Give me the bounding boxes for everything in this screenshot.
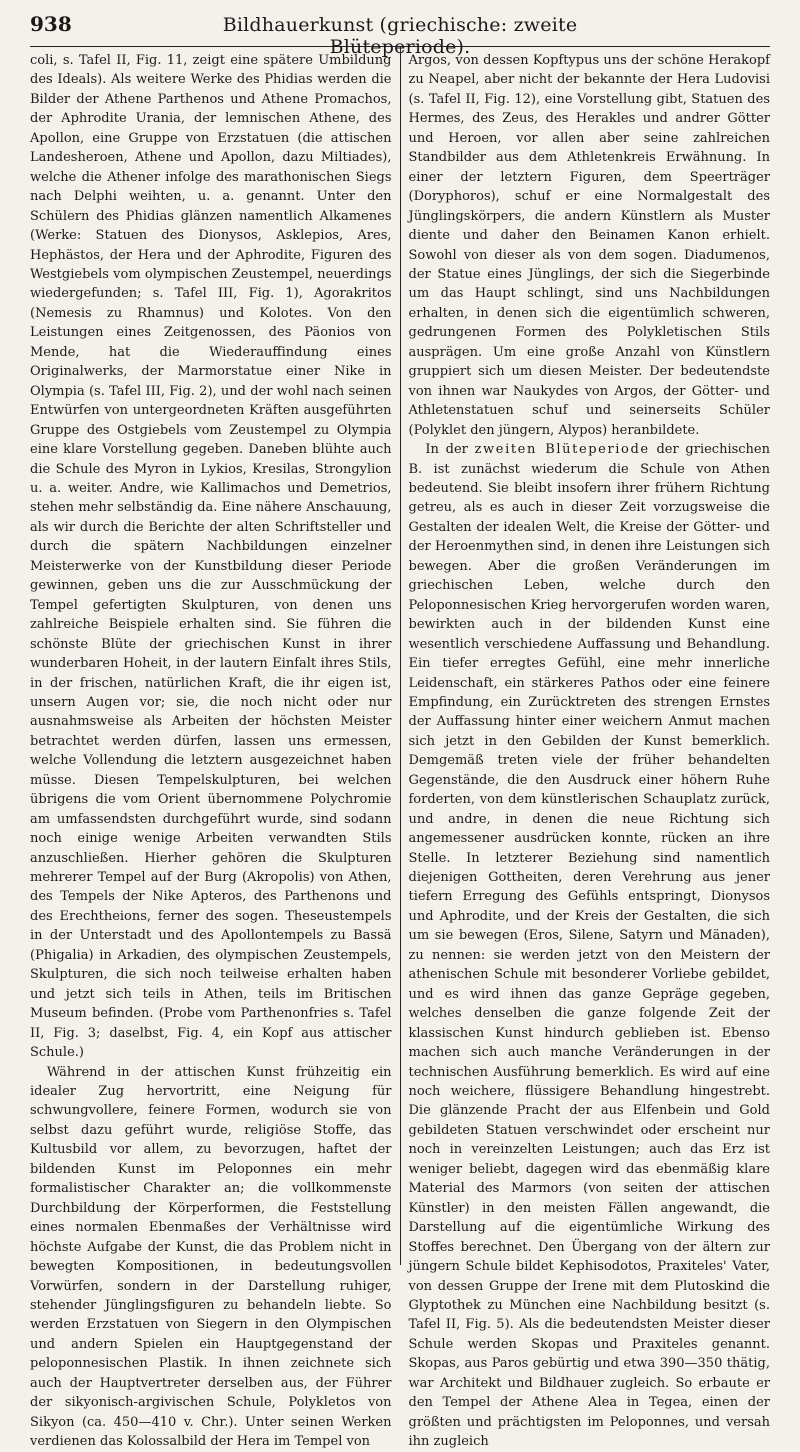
left-column — [30, 47, 400, 1450]
page-header — [30, 12, 770, 58]
running-head: Bildhauerkunst (griechische: zweite Blüteperiode). — [222, 14, 578, 58]
text-run: In der — [425, 442, 475, 458]
paragraph: Argos, von dessen Kopftypus uns der schöne Herakopf zu Neapel, aber nicht der bekannte der Hera Ludovisi (s. Tafel II, Fig. 12), eine Vorstellung gibt, Statuen des Hermes, des Zeus, des Herakles und andrer Götter und Heroen, vor allen aber seine zahlreichen Standbilder aus dem Athletenkreis Erwähnung. In einer der letztern Figuren, dem Speerträger (Doryphoros), schuf er eine Normalgestalt des Jünglingskörpers, die andern Künstlern als Muster diente und daher den Beinamen Kanon erhielt. Sowohl von dieser als von dem sogen. Diadumenos, der Statue eines Jünglings, der sich die Siegerbinde um das Haupt schlingt, sind uns Nachbildungen erhalten, in denen sich die eigentümlich schweren, gedrungenen Formen des Polykletischen Stils ausprägen. Um eine große Anzahl von Künstlern gruppiert sich um diesen Meister. Der bedeutendste von ihnen war Naukydes von Argos, der Götter- und Athletenstatuen schuf und seinerseits Schüler (Polyklet den jüngern, Alypos) heranbildete. — [408, 53, 770, 438]
paragraph: Während in der attischen Kunst frühzeitig ein idealer Zug hervortritt, eine Neigung für schwungvollere, feinere Formen, wodurch sie von selbst dazu geführt wurde, religiöse Stoffe, das Kultusbild vor allem, zu bevorzugen, haftet der bildenden Kunst im Peloponnes ein mehr formalistischer Charakter an; die vollkommenste Durchbildung der Körperformen, die Feststellung eines normalen Ebenmaßes der Verhältnisse wird höchste Aufgabe der Kunst, die das Problem nicht in bewegten Kompositionen, in bedeutungsvollen Vorwürfen, sondern in der Darstellung ruhiger, stehender Jünglingsfiguren zu behandeln liebte. So werden Erzstatuen von Siegern in den Olympischen und andern Spielen ein Hauptgegenstand der peloponnesischen Plastik. In ihnen zeichnete sich auch der Hauptvertreter derselben aus, der Führer der sikyonisch-argivischen Schule, Polykletos von Sikyon (ca. 450—410 v. Chr.). Unter seinen Werken verdienen das Kolossalbild der Hera im Tempel von — [30, 1064, 392, 1450]
right-column — [401, 47, 771, 1450]
text-run: der griechischen B. ist zunächst wiederum die Schule von Athen bedeutend. Sie bleibt insofern ihrer frühern Richtung getreu, als es auch in dieser Zeit vorzugsweise die Gestalten der idealen Welt, die Kreise der Götter- und der Heroenmythen sind, in denen ihre Leistungen sich bewegen. Aber die großen Veränderungen im griechischen Leben, welche durch den Peloponnesischen Krieg hervorgerufen worden waren, bewirkten auch in der bildenden Kunst eine wesentlich verschiedene Auffassung und Behandlung. Ein tiefer erregtes Gefühl, eine mehr innerliche Leidenschaft, ein stärkeres Pathos oder eine feinere Empfindung, ein Zurücktreten des strengen Ernstes der Auffassung hinter einer weichern Anmut machen sich jetzt in den Gebilden der Kunst bemerklich. Demgemäß treten viele der früher behandelten Gegenstände, die den Ausdruck einer höhern Ruhe forderten, von dem künstlerischen Schauplatz zurück, und andre, in denen die neue Richtung sich angemessener ausdrücken konnte, rücken an ihre Stelle. In letzterer Beziehung sind namentlich diejenigen Gottheiten, deren Verehrung aus jener tiefern Erregung des Gefühls entspringt, Dionysos und Aphrodite, und der Kreis der Gestalten, die sich um sie bewegen (Eros, Silene, Satyrn und Mänaden), zu nennen: sie werden jetzt von den Meistern der athenischen Schule mit besonderer Vorliebe gebildet, und es wird ihnen das ganze Gepräge gegeben, welches denselben die ganze folgende Zeit der klassischen Kunst hindurch geblieben ist. Ebenso machen sich auch manche Veränderungen in der technischen Ausführung bemerklich. Es wird auf eine noch weichere, flüssigere Behandlung hingestrebt. Die glänzende Pracht der aus Elfenbein und Gold gebildeten Statuen verschwindet oder erscheint nur noch in vereinzelten Leistungen; auch das Erz ist weniger beliebt, dagegen wird das ebenmäßig klare Material des Marmors (von seiten der attischen Künstler) in den meisten Fällen angewandt, die Darstellung auf die eigentümliche Wirkung des Stoffes berechnet. Den Übergang von der ältern zur jüngern Schule bildet Kephisodotos, Praxiteles' Vater, von dessen Gruppe der Irene mit dem Plutoskind die Glyptothek zu München eine Nachbildung besitzt (s. Tafel II, Fig. 5). Als die bedeutendsten Meister dieser Schule werden Skopas und Praxiteles genannt. Skopas, aus Paros gebürtig und etwa 390—350 thätig, war Architekt und Bildhauer zugleich. So erbaute er den Tempel der Athene Alea in Tegea, einen der größten und prächtigsten im Peloponnes, und versah ihn zugleich — [408, 442, 770, 1450]
paragraph — [409, 440, 771, 1452]
text-columns — [30, 47, 770, 1450]
paragraph: coli, s. Tafel II, Fig. 11, zeigt eine spätere Umbildung des Ideals). Als weitere Werke des Phidias werden die Bilder der Athene Parthenos und Athene Promachos, der Aphrodite Urania, der lemnischen Athene, des Apollon, eine Gruppe von Erzstatuen (die attischen Landesheroen, Athene und Apollon, dazu Miltiades), welche die Athener infolge des marathonischen Siegs nach Delphi weihten, u. a. genannt. Unter den Schülern des Phidias glänzen namentlich Alkamenes (Werke: Statuen des Dionysos, Asklepios, Ares, Hephästos, der Hera und der Aphrodite, Figuren des Westgiebels vom olympischen Zeustempel, neuerdings wiedergefunden; s. Tafel III, Fig. 1), Agorakritos (Nemesis zu Rhamnus) und Kolotes. Von den Leistungen eines Zeitgenossen, des Päonios von Mende, hat die Wiederauffindung eines Originalwerks, der Marmorstatue einer Nike in Olympia (s. Tafel III, Fig. 2), und der wohl nach seinen Entwürfen von untergeordneten Kräften ausgeführten Gruppe des Ostgiebels vom Zeustempel zu Olympia eine klare Vorstellung gegeben. Daneben blühte auch die Schule des Myron in Lykios, Kresilas, Strongylion u. a. weiter. Andre, wie Kallimachos und Demetrios, stehen mehr selbständig da. Eine nähere Anschauung, als wir durch die Berichte der alten Schriftsteller und durch die spätern Nachbildungen einzelner Meisterwerke von der Kunstbildung dieser Periode gewinnen, geben uns die zur Ausschmückung der Tempel gefertigten Skulpturen, von denen uns zahlreiche Beispiele erhalten sind. Sie führen die schönste Blüte der griechischen Kunst in ihrer wunderbaren Hoheit, in der lautern Einfalt ihres Stils, in der frischen, natürlichen Kraft, die ihr eigen ist, unsern Augen vor; sie, die noch nicht oder nur ausnahmsweise als Arbeiten der höchsten Meister betrachtet werden dürfen, lassen uns ermessen, welche Vollendung die letztern ausgezeichnet haben müsse. Diesen Tempelskulpturen, bei welchen übrigens die vom Orient übernommene Polychromie am umfassendsten durchgeführt wurde, sind sodann noch einige wenige Arbeiten verwandten Stils anzuschließen. Hierher gehören die Skulpturen mehrerer Tempel auf der Burg (Akropolis) von Athen, des Tempels der Nike Apteros, des Parthenons und des Erechtheions, ferner des sogen. Theseustempels in der Unterstadt und des Apollontempels zu Bassä (Phigalia) in Arkadien, des olympischen Zeustempels, Skulpturen, die sich noch teilweise erhalten haben und jetzt sich teils in Athen, teils im Britischen Museum befinden. (Probe vom Parthenonfries s. Tafel II, Fig. 3; daselbst, Fig. 4, ein Kopf aus attischer Schule.) — [30, 53, 392, 1061]
page-number: 938 — [30, 12, 72, 36]
section-heading-term: zweiten Blüteperiode — [474, 442, 650, 458]
